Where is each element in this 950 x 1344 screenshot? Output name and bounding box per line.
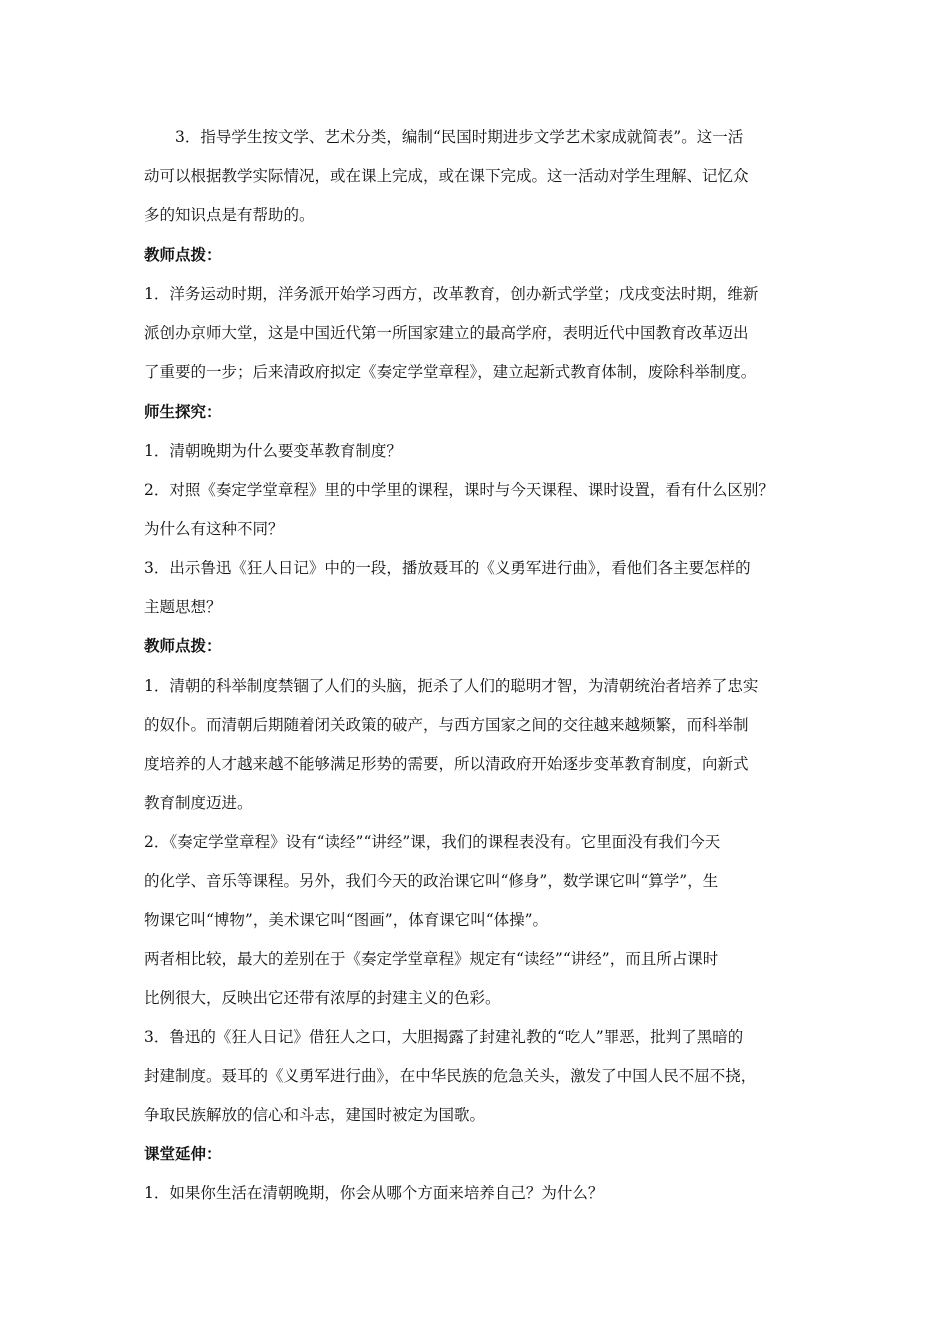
- paragraph-line: 了重要的一步；后来清政府拟定《奏定学堂章程》，建立起新式教育体制，废除科举制度。: [144, 363, 757, 381]
- section-heading: 课堂延伸：: [144, 1145, 222, 1163]
- paragraph-line: 主题思想？: [144, 598, 222, 616]
- paragraph-line: 为什么有这种不同？: [144, 520, 284, 538]
- paragraph-line: 2．对照《奏定学堂章程》里的中学里的课程，课时与今天课程、课时设置，看有什么区别？: [144, 481, 774, 499]
- section-heading: 师生探究：: [144, 403, 222, 421]
- paragraph-line: 3．指导学生按文学、艺术分类，编制“民国时期进步文学艺术家成就简表”。这一活: [144, 128, 744, 146]
- paragraph-line: 1．如果你生活在清朝晚期，你会从哪个方面来培养自己？为什么？: [144, 1184, 604, 1202]
- section-heading: 教师点拨：: [144, 637, 222, 655]
- paragraph-line: 2．《奏定学堂章程》设有“读经”“讲经”课，我们的课程表没有。它里面没有我们今天: [144, 833, 721, 851]
- paragraph-line: 1．洋务运动时期，洋务派开始学习西方，改革教育，创办新式学堂；戊戌变法时期，维新: [144, 285, 759, 303]
- paragraph-line: 1．清朝的科举制度禁锢了人们的头脑，扼杀了人们的聪明才智，为清朝统治者培养了忠实: [144, 677, 759, 695]
- paragraph-line: 动可以根据教学实际情况，或在课上完成，或在课下完成。这一活动对学生理解、记忆众: [144, 167, 749, 185]
- paragraph-line: 度培养的人才越来越不能够满足形势的需要，所以清政府开始逐步变革教育制度，向新式: [144, 755, 749, 773]
- paragraph-line: 1．清朝晚期为什么要变革教育制度？: [144, 442, 402, 460]
- paragraph-line: 封建制度。聂耳的《义勇军进行曲》，在中华民族的危急关头，激发了中国人民不屈不挠，: [144, 1067, 757, 1085]
- paragraph-line: 3．鲁迅的《狂人日记》借狂人之口，大胆揭露了封建礼教的“吃人”罪恶，批判了黑暗的: [144, 1028, 744, 1046]
- paragraph-line: 的化学、音乐等课程。另外，我们今天的政治课它叫“修身”，数学课它叫“算学”，生: [144, 872, 719, 890]
- section-heading: 教师点拨：: [144, 246, 222, 264]
- paragraph-line: 多的知识点是有帮助的。: [144, 206, 315, 224]
- paragraph-line: 的奴仆。而清朝后期随着闭关政策的破产，与西方国家之间的交往越来越频繁，而科举制: [144, 716, 749, 734]
- paragraph-line: 争取民族解放的信心和斗志，建国时被定为国歌。: [144, 1106, 486, 1124]
- paragraph-line: 派创办京师大堂，这是中国近代第一所国家建立的最高学府，表明近代中国教育改革迈出: [144, 324, 749, 342]
- paragraph-line: 比例很大，反映出它还带有浓厚的封建主义的色彩。: [144, 989, 501, 1007]
- paragraph-line: 物课它叫“博物”，美术课它叫“图画”，体育课它叫“体操”。: [144, 911, 549, 929]
- paragraph-line: 两者相比较，最大的差别在于《奏定学堂章程》规定有“读经”“讲经”，而且所占课时: [144, 950, 719, 968]
- paragraph-line: 教育制度迈进。: [144, 794, 253, 812]
- paragraph-line: 3．出示鲁迅《狂人日记》中的一段，播放聂耳的《义勇军进行曲》，看他们各主要怎样的: [144, 559, 751, 577]
